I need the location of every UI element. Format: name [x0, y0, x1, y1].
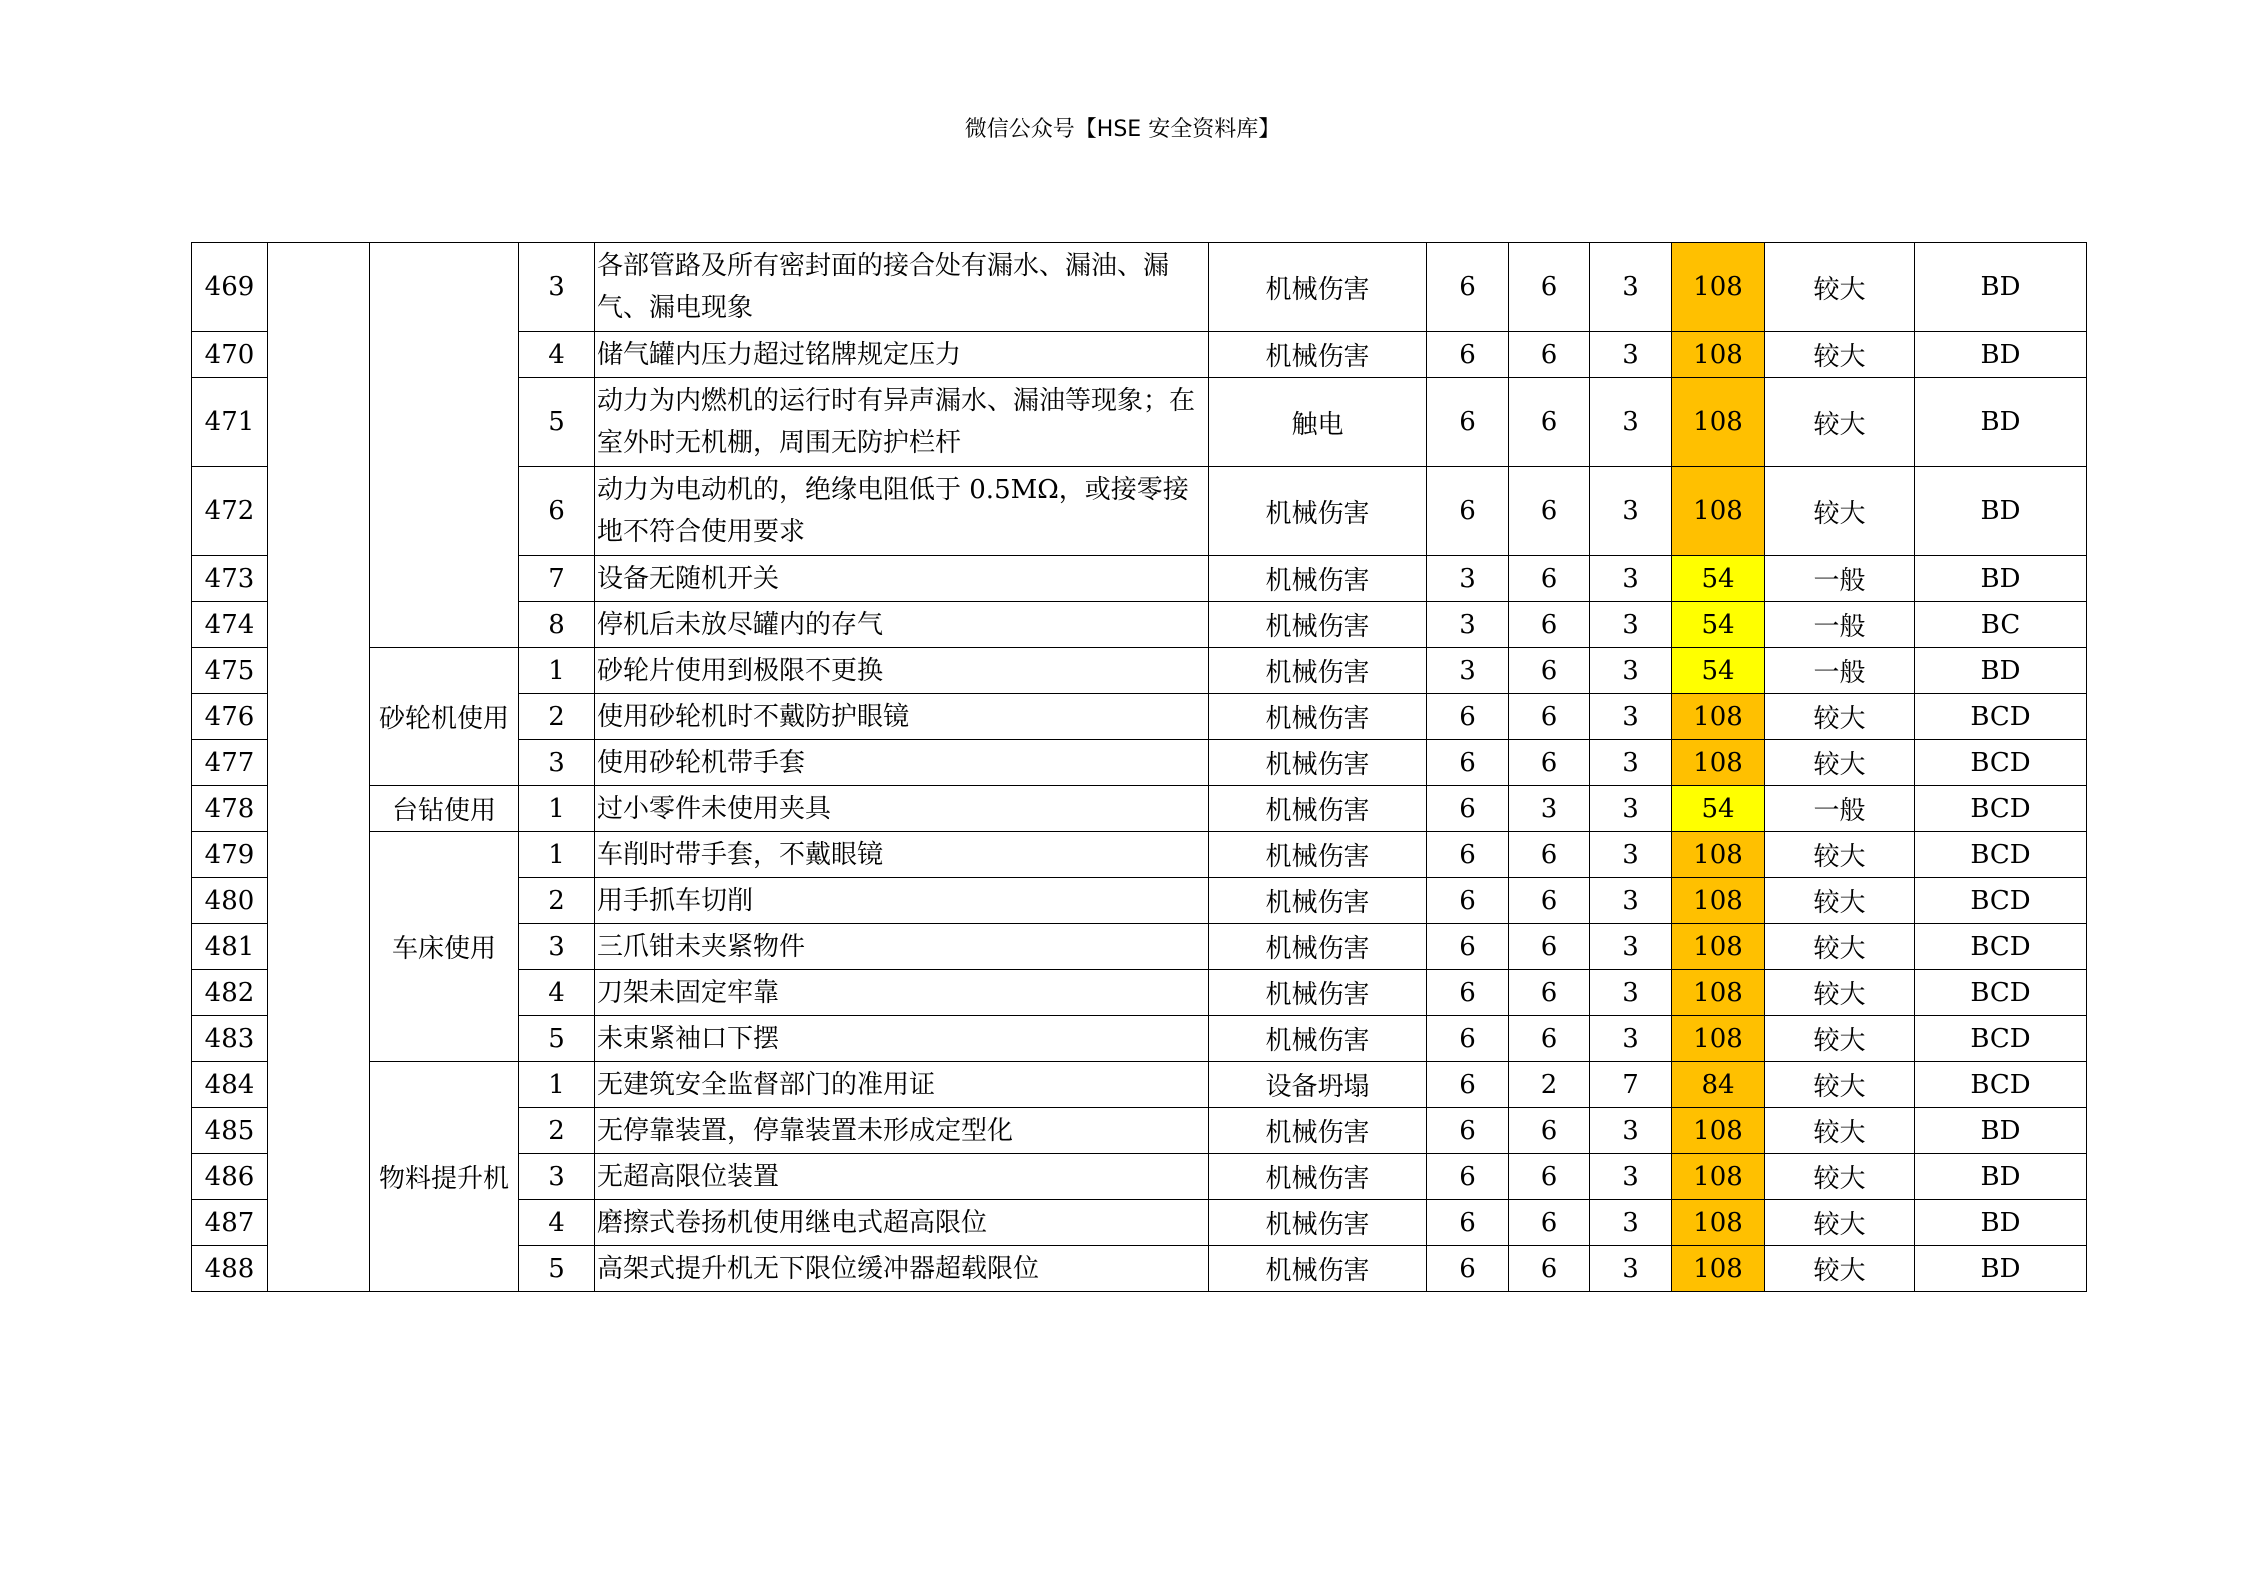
row-number-cell: 480	[192, 878, 268, 924]
exposure-cell: 6	[1509, 243, 1590, 332]
exposure-cell: 6	[1509, 1154, 1590, 1200]
risk-value-cell: 54	[1672, 648, 1765, 694]
accident-type-cell: 机械伤害	[1209, 467, 1427, 556]
risk-value-cell: 108	[1672, 243, 1765, 332]
accident-type-cell: 设备坍塌	[1209, 1062, 1427, 1108]
likelihood-cell: 6	[1427, 467, 1509, 556]
control-measures-cell: BC	[1915, 602, 2087, 648]
likelihood-cell: 6	[1427, 1154, 1509, 1200]
hazard-description-cell: 各部管路及所有密封面的接合处有漏水、漏油、漏气、漏电现象	[595, 243, 1209, 332]
consequence-cell: 3	[1590, 740, 1672, 786]
risk-level-cell: 较大	[1765, 1108, 1915, 1154]
consequence-cell: 3	[1590, 1016, 1672, 1062]
likelihood-cell: 6	[1427, 924, 1509, 970]
risk-value-cell: 108	[1672, 1016, 1765, 1062]
consequence-cell: 3	[1590, 832, 1672, 878]
accident-type-cell: 机械伤害	[1209, 648, 1427, 694]
likelihood-cell: 6	[1427, 1016, 1509, 1062]
risk-value-cell: 54	[1672, 786, 1765, 832]
hazard-description-cell: 停机后未放尽罐内的存气	[595, 602, 1209, 648]
hazard-description-cell: 刀架未固定牢靠	[595, 970, 1209, 1016]
hazard-description-cell: 磨擦式卷扬机使用继电式超高限位	[595, 1200, 1209, 1246]
risk-level-cell: 较大	[1765, 1016, 1915, 1062]
risk-value-cell: 108	[1672, 1200, 1765, 1246]
risk-level-cell: 一般	[1765, 648, 1915, 694]
consequence-cell: 3	[1590, 1154, 1672, 1200]
item-number-cell: 2	[519, 1108, 595, 1154]
risk-value-cell: 54	[1672, 556, 1765, 602]
table-row	[192, 1062, 2087, 1108]
consequence-cell: 3	[1590, 602, 1672, 648]
likelihood-cell: 6	[1427, 1200, 1509, 1246]
risk-level-cell: 较大	[1765, 694, 1915, 740]
control-measures-cell: BCD	[1915, 1016, 2087, 1062]
risk-level-cell: 较大	[1765, 970, 1915, 1016]
item-number-cell: 5	[519, 1246, 595, 1292]
exposure-cell: 6	[1509, 602, 1590, 648]
row-number-cell: 473	[192, 556, 268, 602]
accident-type-cell: 机械伤害	[1209, 1108, 1427, 1154]
item-number-cell: 2	[519, 878, 595, 924]
control-measures-cell: BD	[1915, 378, 2087, 467]
row-number-cell: 475	[192, 648, 268, 694]
hazard-description-cell: 使用砂轮机时不戴防护眼镜	[595, 694, 1209, 740]
accident-type-cell: 机械伤害	[1209, 740, 1427, 786]
likelihood-cell: 6	[1427, 332, 1509, 378]
risk-level-cell: 一般	[1765, 786, 1915, 832]
item-number-cell: 5	[519, 378, 595, 467]
item-number-cell: 5	[519, 1016, 595, 1062]
risk-value-cell: 108	[1672, 740, 1765, 786]
row-number-cell: 477	[192, 740, 268, 786]
hazard-description-cell: 设备无随机开关	[595, 556, 1209, 602]
exposure-cell: 6	[1509, 1246, 1590, 1292]
accident-type-cell: 机械伤害	[1209, 1246, 1427, 1292]
row-number-cell: 485	[192, 1108, 268, 1154]
likelihood-cell: 3	[1427, 556, 1509, 602]
consequence-cell: 3	[1590, 243, 1672, 332]
accident-type-cell: 触电	[1209, 378, 1427, 467]
accident-type-cell: 机械伤害	[1209, 832, 1427, 878]
accident-type-cell: 机械伤害	[1209, 1154, 1427, 1200]
exposure-cell: 6	[1509, 740, 1590, 786]
likelihood-cell: 3	[1427, 648, 1509, 694]
control-measures-cell: BD	[1915, 243, 2087, 332]
control-measures-cell: BCD	[1915, 832, 2087, 878]
risk-level-cell: 较大	[1765, 1200, 1915, 1246]
likelihood-cell: 6	[1427, 740, 1509, 786]
category-cell	[268, 243, 370, 1292]
exposure-cell: 6	[1509, 648, 1590, 694]
exposure-cell: 6	[1509, 1016, 1590, 1062]
hazard-description-cell: 过小零件未使用夹具	[595, 786, 1209, 832]
exposure-cell: 6	[1509, 694, 1590, 740]
consequence-cell: 3	[1590, 924, 1672, 970]
exposure-cell: 6	[1509, 1200, 1590, 1246]
risk-value-cell: 108	[1672, 467, 1765, 556]
accident-type-cell: 机械伤害	[1209, 970, 1427, 1016]
row-number-cell: 469	[192, 243, 268, 332]
item-number-cell: 1	[519, 832, 595, 878]
hazard-description-cell: 使用砂轮机带手套	[595, 740, 1209, 786]
risk-value-cell: 108	[1672, 332, 1765, 378]
control-measures-cell: BCD	[1915, 924, 2087, 970]
row-number-cell: 472	[192, 467, 268, 556]
table-row	[192, 648, 2087, 694]
risk-level-cell: 较大	[1765, 1154, 1915, 1200]
hazard-description-cell: 动力为内燃机的运行时有异声漏水、漏油等现象；在室外时无机棚，周围无防护栏杆	[595, 378, 1209, 467]
hazard-description-cell: 未束紧袖口下摆	[595, 1016, 1209, 1062]
exposure-cell: 6	[1509, 556, 1590, 602]
risk-value-cell: 108	[1672, 832, 1765, 878]
hazard-description-cell: 动力为电动机的，绝缘电阻低于 0.5MΩ，或接零接地不符合使用要求	[595, 467, 1209, 556]
risk-value-cell: 108	[1672, 1108, 1765, 1154]
consequence-cell: 3	[1590, 378, 1672, 467]
control-measures-cell: BD	[1915, 332, 2087, 378]
risk-level-cell: 较大	[1765, 878, 1915, 924]
likelihood-cell: 3	[1427, 602, 1509, 648]
accident-type-cell: 机械伤害	[1209, 602, 1427, 648]
control-measures-cell: BD	[1915, 1108, 2087, 1154]
item-number-cell: 4	[519, 970, 595, 1016]
control-measures-cell: BCD	[1915, 1062, 2087, 1108]
risk-level-cell: 一般	[1765, 602, 1915, 648]
risk-level-cell: 较大	[1765, 1062, 1915, 1108]
hazard-description-cell: 用手抓车切削	[595, 878, 1209, 924]
consequence-cell: 3	[1590, 648, 1672, 694]
likelihood-cell: 6	[1427, 1062, 1509, 1108]
control-measures-cell: BCD	[1915, 786, 2087, 832]
consequence-cell: 7	[1590, 1062, 1672, 1108]
row-number-cell: 478	[192, 786, 268, 832]
likelihood-cell: 6	[1427, 1246, 1509, 1292]
consequence-cell: 3	[1590, 878, 1672, 924]
item-number-cell: 8	[519, 602, 595, 648]
item-number-cell: 1	[519, 1062, 595, 1108]
exposure-cell: 2	[1509, 1062, 1590, 1108]
exposure-cell: 6	[1509, 832, 1590, 878]
accident-type-cell: 机械伤害	[1209, 924, 1427, 970]
hazard-description-cell: 高架式提升机无下限位缓冲器超载限位	[595, 1246, 1209, 1292]
table-row	[192, 243, 2087, 332]
accident-type-cell: 机械伤害	[1209, 556, 1427, 602]
row-number-cell: 481	[192, 924, 268, 970]
consequence-cell: 3	[1590, 694, 1672, 740]
control-measures-cell: BD	[1915, 648, 2087, 694]
consequence-cell: 3	[1590, 1246, 1672, 1292]
item-number-cell: 4	[519, 332, 595, 378]
risk-value-cell: 54	[1672, 602, 1765, 648]
risk-value-cell: 108	[1672, 1154, 1765, 1200]
consequence-cell: 3	[1590, 1200, 1672, 1246]
accident-type-cell: 机械伤害	[1209, 1016, 1427, 1062]
risk-value-cell: 108	[1672, 378, 1765, 467]
accident-type-cell: 机械伤害	[1209, 878, 1427, 924]
row-number-cell: 488	[192, 1246, 268, 1292]
table-row	[192, 832, 2087, 878]
hazard-description-cell: 砂轮片使用到极限不更换	[595, 648, 1209, 694]
exposure-cell: 6	[1509, 924, 1590, 970]
row-number-cell: 486	[192, 1154, 268, 1200]
row-number-cell: 476	[192, 694, 268, 740]
risk-value-cell: 84	[1672, 1062, 1765, 1108]
control-measures-cell: BD	[1915, 1200, 2087, 1246]
control-measures-cell: BD	[1915, 467, 2087, 556]
likelihood-cell: 6	[1427, 694, 1509, 740]
hazard-description-cell: 无超高限位装置	[595, 1154, 1209, 1200]
exposure-cell: 3	[1509, 786, 1590, 832]
row-number-cell: 474	[192, 602, 268, 648]
item-number-cell: 3	[519, 740, 595, 786]
accident-type-cell: 机械伤害	[1209, 786, 1427, 832]
accident-type-cell: 机械伤害	[1209, 694, 1427, 740]
control-measures-cell: BD	[1915, 556, 2087, 602]
exposure-cell: 6	[1509, 467, 1590, 556]
accident-type-cell: 机械伤害	[1209, 243, 1427, 332]
item-number-cell: 1	[519, 648, 595, 694]
risk-value-cell: 108	[1672, 1246, 1765, 1292]
row-number-cell: 484	[192, 1062, 268, 1108]
exposure-cell: 6	[1509, 878, 1590, 924]
equipment-group-cell	[370, 243, 519, 648]
risk-assessment-table	[191, 242, 2087, 1292]
control-measures-cell: BD	[1915, 1154, 2087, 1200]
risk-value-cell: 108	[1672, 970, 1765, 1016]
hazard-description-cell: 三爪钳未夹紧物件	[595, 924, 1209, 970]
risk-value-cell: 108	[1672, 694, 1765, 740]
item-number-cell: 2	[519, 694, 595, 740]
risk-level-cell: 较大	[1765, 378, 1915, 467]
row-number-cell: 470	[192, 332, 268, 378]
hazard-description-cell: 无停靠装置，停靠装置未形成定型化	[595, 1108, 1209, 1154]
exposure-cell: 6	[1509, 1108, 1590, 1154]
table-row	[192, 786, 2087, 832]
equipment-group-cell: 台钻使用	[370, 786, 519, 832]
risk-level-cell: 较大	[1765, 1246, 1915, 1292]
risk-level-cell: 较大	[1765, 740, 1915, 786]
item-number-cell: 3	[519, 1154, 595, 1200]
control-measures-cell: BCD	[1915, 694, 2087, 740]
exposure-cell: 6	[1509, 970, 1590, 1016]
item-number-cell: 3	[519, 924, 595, 970]
accident-type-cell: 机械伤害	[1209, 332, 1427, 378]
control-measures-cell: BCD	[1915, 970, 2087, 1016]
equipment-group-cell: 砂轮机使用	[370, 648, 519, 786]
likelihood-cell: 6	[1427, 878, 1509, 924]
risk-level-cell: 较大	[1765, 832, 1915, 878]
likelihood-cell: 6	[1427, 786, 1509, 832]
row-number-cell: 482	[192, 970, 268, 1016]
exposure-cell: 6	[1509, 332, 1590, 378]
hazard-description-cell: 无建筑安全监督部门的准用证	[595, 1062, 1209, 1108]
control-measures-cell: BD	[1915, 1246, 2087, 1292]
accident-type-cell: 机械伤害	[1209, 1200, 1427, 1246]
item-number-cell: 1	[519, 786, 595, 832]
likelihood-cell: 6	[1427, 378, 1509, 467]
risk-value-cell: 108	[1672, 924, 1765, 970]
item-number-cell: 7	[519, 556, 595, 602]
risk-level-cell: 较大	[1765, 924, 1915, 970]
consequence-cell: 3	[1590, 970, 1672, 1016]
risk-level-cell: 较大	[1765, 243, 1915, 332]
risk-level-cell: 较大	[1765, 467, 1915, 556]
control-measures-cell: BCD	[1915, 740, 2087, 786]
consequence-cell: 3	[1590, 1108, 1672, 1154]
likelihood-cell: 6	[1427, 1108, 1509, 1154]
risk-level-cell: 较大	[1765, 332, 1915, 378]
row-number-cell: 479	[192, 832, 268, 878]
control-measures-cell: BCD	[1915, 878, 2087, 924]
consequence-cell: 3	[1590, 332, 1672, 378]
item-number-cell: 6	[519, 467, 595, 556]
hazard-description-cell: 车削时带手套，不戴眼镜	[595, 832, 1209, 878]
equipment-group-cell: 物料提升机	[370, 1062, 519, 1292]
page-header: 微信公众号【HSE 安全资料库】	[964, 117, 1281, 142]
likelihood-cell: 6	[1427, 832, 1509, 878]
equipment-group-cell: 车床使用	[370, 832, 519, 1062]
row-number-cell: 471	[192, 378, 268, 467]
item-number-cell: 3	[519, 243, 595, 332]
item-number-cell: 4	[519, 1200, 595, 1246]
consequence-cell: 3	[1590, 467, 1672, 556]
consequence-cell: 3	[1590, 556, 1672, 602]
likelihood-cell: 6	[1427, 970, 1509, 1016]
likelihood-cell: 6	[1427, 243, 1509, 332]
risk-level-cell: 一般	[1765, 556, 1915, 602]
hazard-description-cell: 储气罐内压力超过铭牌规定压力	[595, 332, 1209, 378]
consequence-cell: 3	[1590, 786, 1672, 832]
risk-value-cell: 108	[1672, 878, 1765, 924]
row-number-cell: 483	[192, 1016, 268, 1062]
exposure-cell: 6	[1509, 378, 1590, 467]
row-number-cell: 487	[192, 1200, 268, 1246]
